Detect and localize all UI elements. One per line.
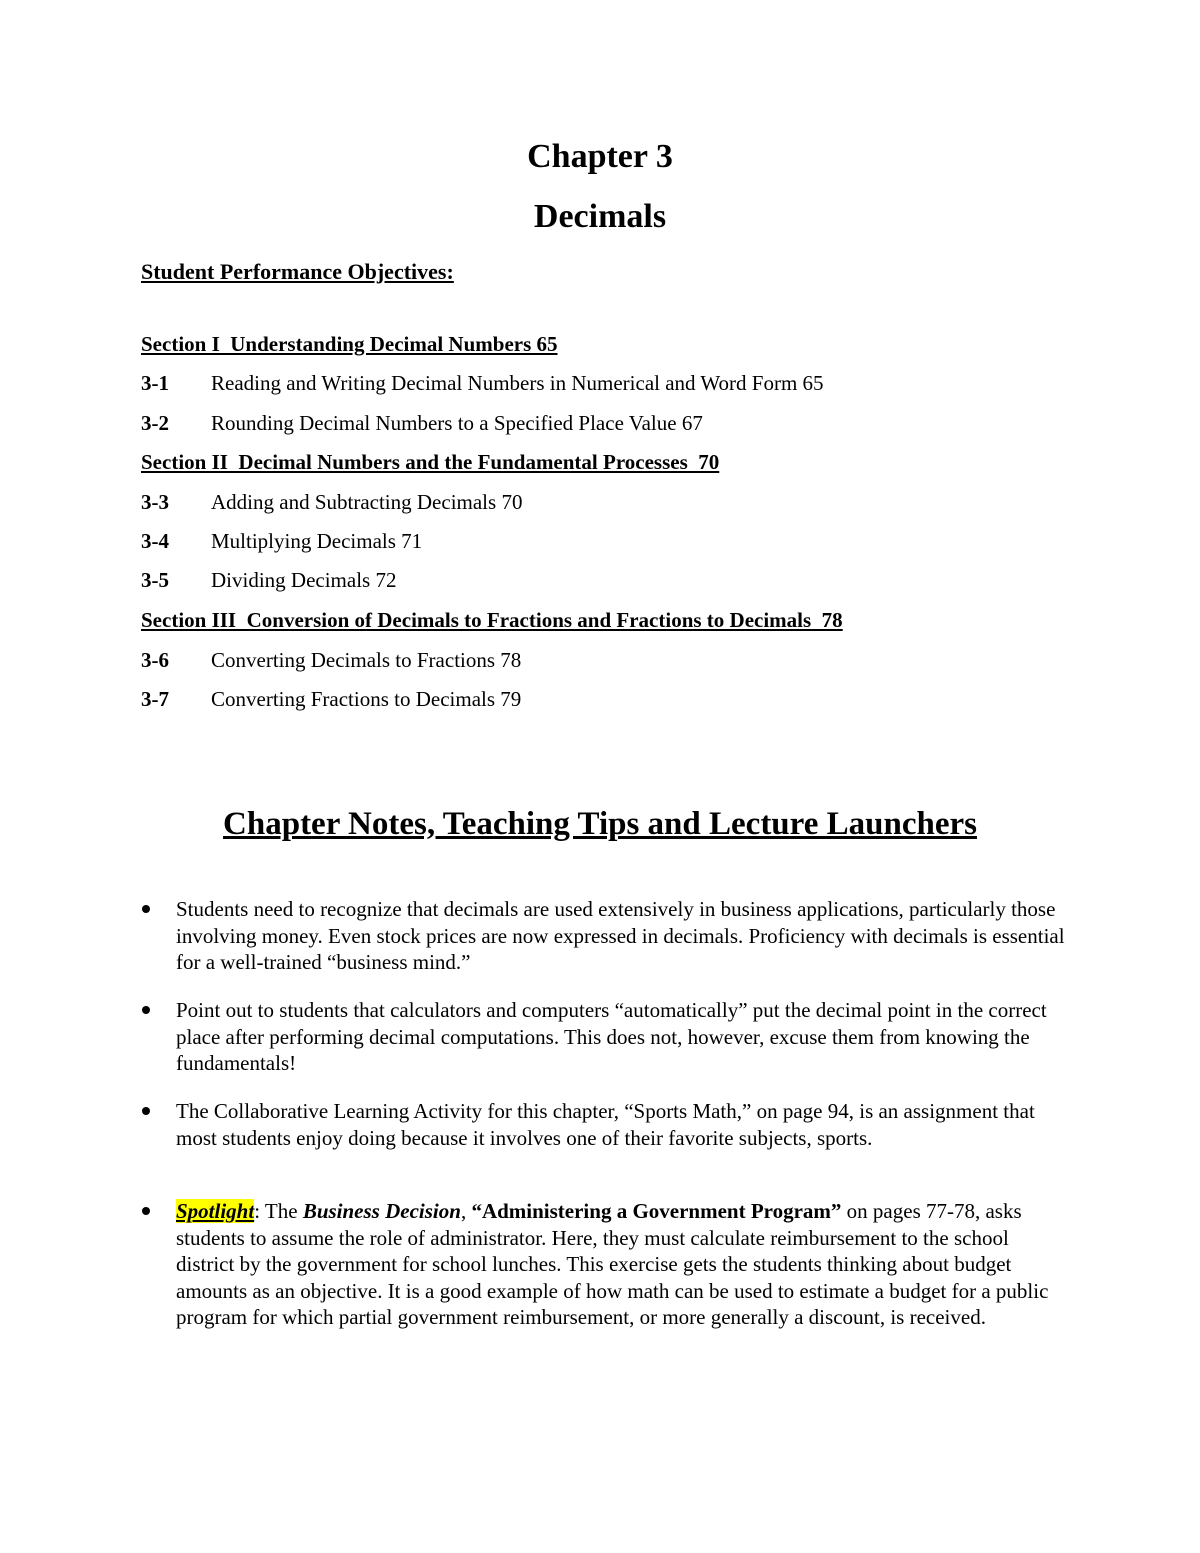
toc-item-number: 3-1 (141, 371, 169, 395)
toc-item-number: 3-3 (141, 490, 169, 514)
bullet-text-part: : The (254, 1199, 303, 1223)
toc-item-number: 3-4 (141, 529, 169, 553)
toc-item (141, 529, 422, 554)
bullet-icon (142, 1006, 150, 1014)
toc-section-3: Section III Conversion of Decimals to Fractions and Fractions to Decimals 78 (141, 608, 843, 632)
list-item (176, 1098, 1066, 1151)
toc-item-number: 3-7 (141, 687, 169, 711)
toc-item-number: 3-2 (141, 411, 169, 435)
toc-item-text: Multiplying Decimals 71 (211, 529, 423, 553)
bullet-icon (142, 1207, 150, 1215)
toc-item-number: 3-6 (141, 648, 169, 672)
business-decision-label: Business Decision (302, 1199, 461, 1223)
toc-item-text: Reading and Writing Decimal Numbers in Numerical and Word Form 65 (211, 371, 824, 395)
toc-item-text: Dividing Decimals 72 (211, 568, 397, 592)
toc-item-text: Converting Decimals to Fractions 78 (211, 648, 522, 672)
bullet-text: Point out to students that calculators and computers “automatically” put the decimal point in the correct place after performing decimal computations. This does not, however, excuse them from knowing the fundamentals! (176, 998, 1047, 1075)
toc-item-text: Adding and Subtracting Decimals 70 (211, 490, 523, 514)
chapter-title: Chapter 3 (527, 138, 673, 175)
list-item (176, 1198, 1066, 1331)
bullet-text-part: , (460, 1199, 472, 1223)
notes-heading: Chapter Notes, Teaching Tips and Lecture Launchers (223, 806, 977, 842)
toc-item-text: Rounding Decimal Numbers to a Specified Place Value 67 (211, 411, 703, 435)
toc-item-number: 3-5 (141, 568, 169, 592)
toc-item (141, 568, 396, 593)
toc-item (141, 490, 522, 515)
toc-item (141, 411, 703, 436)
toc-item (141, 371, 824, 396)
chapter-subtitle: Decimals (533, 198, 667, 235)
bullet-text: The Collaborative Learning Activity for this chapter, “Sports Math,” on page 94, is an assignment that most students enjoy doing because it involves one of their favorite subjects, sports. (176, 1099, 1035, 1150)
toc-item (141, 687, 521, 712)
toc-item (141, 648, 521, 673)
bullet-icon (142, 1107, 150, 1115)
list-item (176, 997, 1066, 1077)
toc-item-text: Converting Fractions to Decimals 79 (211, 687, 522, 711)
bullet-text: Students need to recognize that decimals are used extensively in business applications, particularly those involving money. Even stock prices are now expressed in decimals. Proficiency with decimals is essential for a well-trained “business mind.” (176, 897, 1065, 974)
spotlight-label: Spotlight (176, 1199, 255, 1223)
bullet-icon (142, 905, 150, 913)
list-item (176, 896, 1066, 976)
toc-section-2: Section II Decimal Numbers and the Fundamental Processes 70 (141, 450, 720, 474)
toc-section-1: Section I Understanding Decimal Numbers 65 (141, 332, 558, 356)
bullet-text: on pages 77-78, asks students to assume the role of administrator. Here, they must calculate reimbursement to the school district by the government for school lunches. This exercise gets the students thinking about budget amounts as an objective. It is a good example of how math can be used to estimate a budget for a public program for which partial government reimbursement, or more generally a discount, is received. (176, 1199, 1049, 1329)
objectives-heading: Student Performance Objectives: (141, 259, 454, 284)
program-title: “Administering a Government Program” (471, 1199, 842, 1223)
